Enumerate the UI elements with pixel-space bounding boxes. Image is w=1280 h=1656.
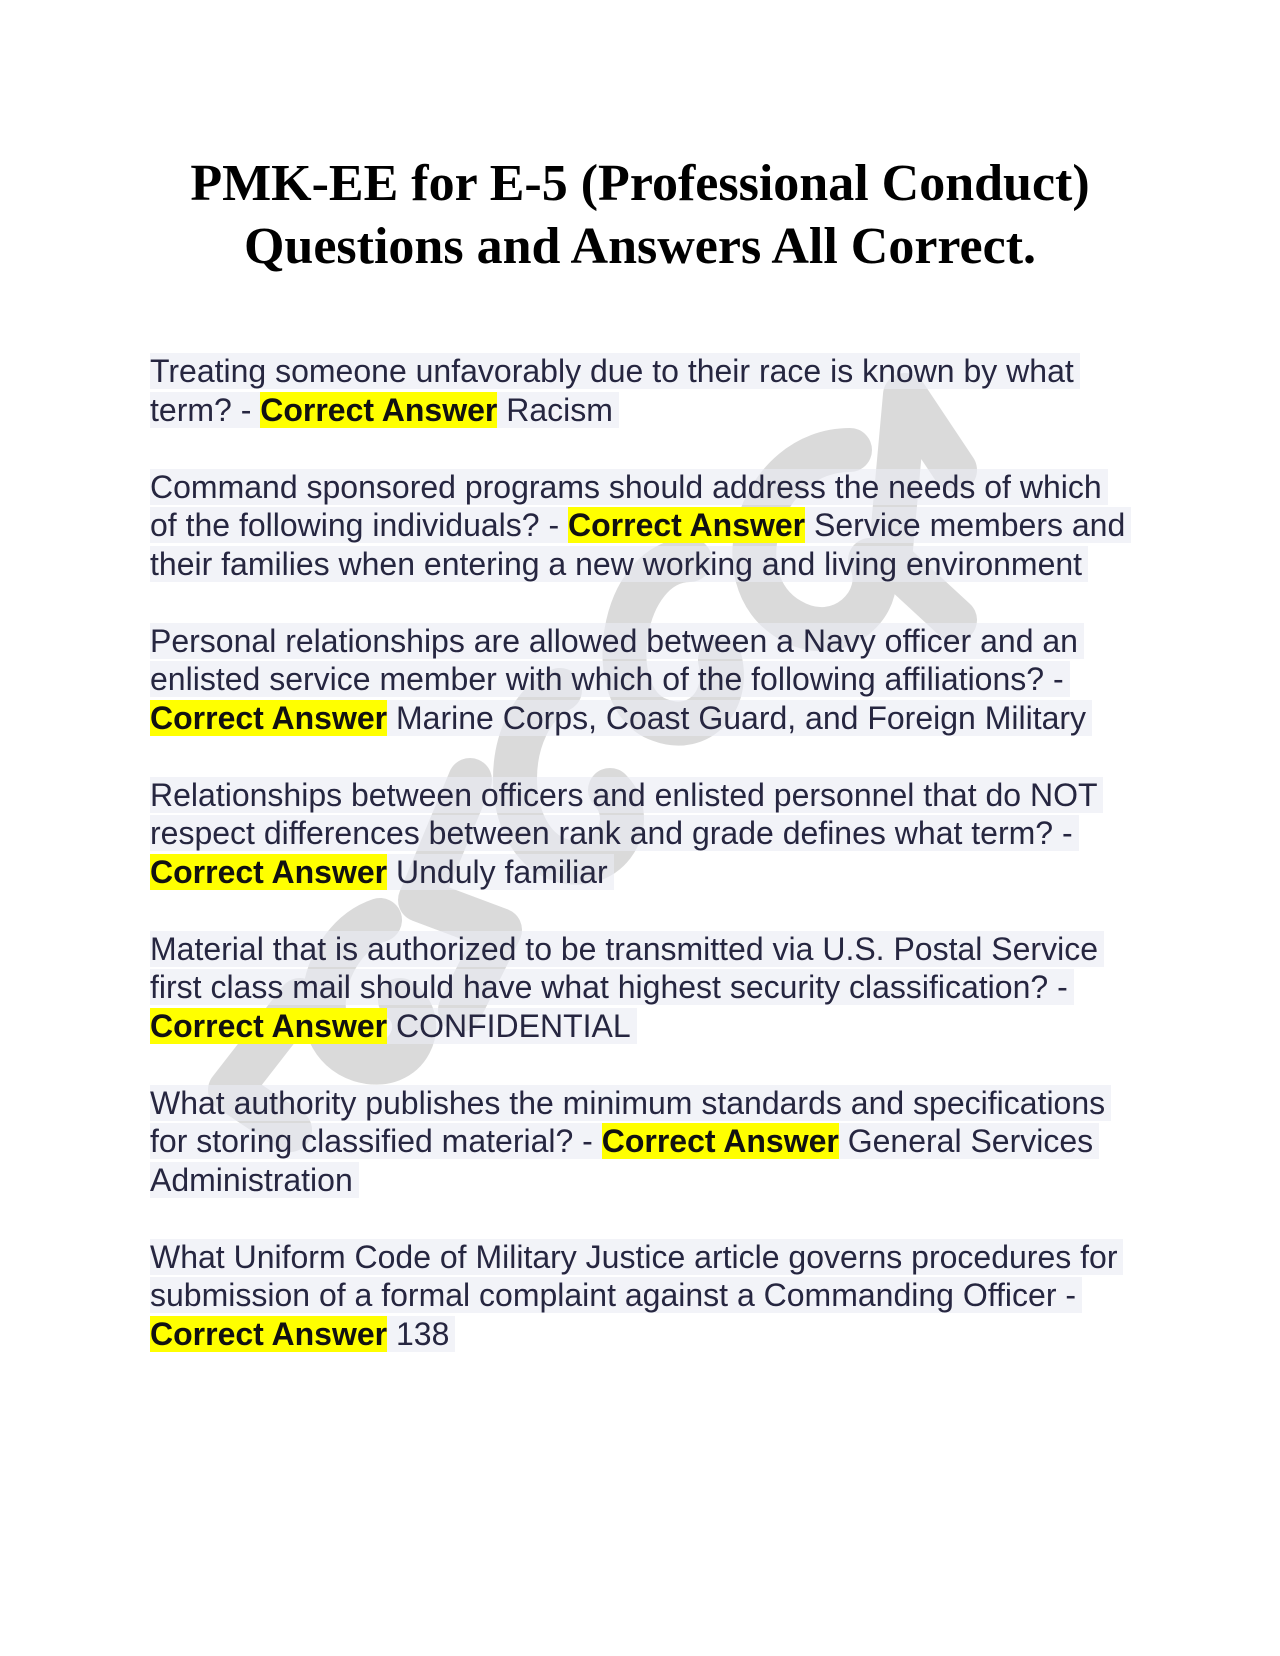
question-text: Relationships between officers and enlisted personnel that do NOT respect differences between rank and grade defines what term? - [150,776,1097,851]
answer-text: Service members and their families when entering a new working and living environment [150,507,1126,582]
correct-answer-label: Correct Answer [150,1007,388,1044]
qa-item-5 [150,930,1130,1046]
qa-item-3 [150,622,1130,738]
qa-list [150,352,1130,1392]
qa-text [150,931,1104,1044]
answer-text: CONFIDENTIAL [387,1007,631,1044]
document-title [150,152,1130,278]
qa-item-7 [150,1238,1130,1354]
qa-item-1 [150,352,1130,429]
correct-answer-label: Correct Answer [150,853,388,890]
correct-answer-label: Correct Answer [568,507,806,543]
answer-text: 138 [387,1315,450,1352]
qa-item-4 [150,776,1130,892]
qa-text [150,777,1103,890]
qa-text [150,623,1092,736]
qa-item-2 [150,468,1130,584]
qa-text [150,353,1080,428]
title-line-1: PMK-EE for E-5 (Professional Conduct) [190,155,1090,212]
correct-answer-label: Correct Answer [150,1315,388,1352]
qa-text [150,1239,1123,1352]
question-text: Personal relationships are allowed between a Navy officer and an enlisted service member with which of the following affiliations? - [150,622,1078,697]
question-text: What authority publishes the minimum standards and specifications for storing classified material? - [150,1084,1106,1159]
qa-text [150,1085,1111,1198]
question-text: Command sponsored programs should address the needs of which of the following individuals? - [150,468,1102,543]
question-text: Material that is authorized to be transmitted via U.S. Postal Service first class mail should have what highest security classification? - [150,930,1098,1005]
correct-answer-label: Correct Answer [260,391,498,428]
question-text: Treating someone unfavorably due to their race is known by what term? - [150,353,1074,428]
correct-answer-label: Correct Answer [150,699,388,736]
answer-text: Unduly familiar [387,853,608,890]
title-line-2: Questions and Answers All Correct. [243,218,1037,275]
qa-item-6 [150,1084,1130,1200]
answer-text: Racism [497,391,613,428]
correct-answer-label: Correct Answer [601,1123,839,1159]
question-text: What Uniform Code of Military Justice article governs procedures for submission of a formal complaint against a Commanding Officer - [150,1238,1118,1313]
answer-text: Marine Corps, Coast Guard, and Foreign Military [387,699,1087,736]
qa-text [150,469,1131,582]
answer-text: General Services Administration [150,1123,1094,1198]
